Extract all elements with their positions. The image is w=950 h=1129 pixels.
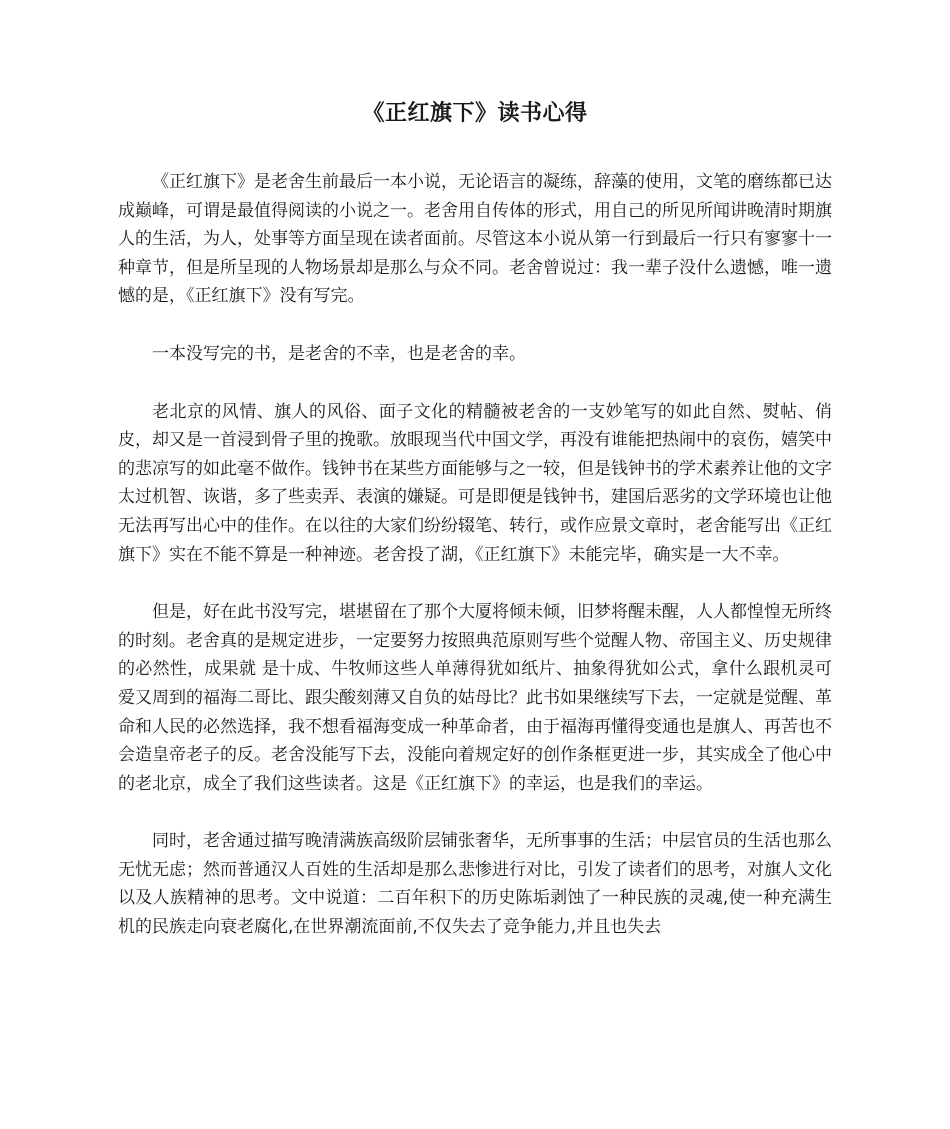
paragraph-1: 《正红旗下》是老舍生前最后一本小说，无论语言的凝练，辞藻的使用，文笔的磨练都已达成巅峰，可谓是最值得阅读的小说之一。老舍用自传体的形式，用自己的所见所闻讲晚清时期旗人的生活，为人，处事等方面呈现在读者面前。尽管这本小说从第一行到最后一行只有寥寥十一种章节，但是所呈现的人物场景却是那么与众不同。老舍曾说过：我一辈子没什么遗憾，唯一遗憾的是，《正红旗下》没有写完。	[118, 172, 832, 307]
paragraph-3: 老北京的风情、旗人的风俗、面子文化的精髓被老舍的一支妙笔写的如此自然、熨帖、俏皮，却又是一首浸到骨子里的挽歌。放眼现当代中国文学，再没有谁能把热闹中的哀伤，嬉笑中的悲凉写的如此毫不做作。钱钟书在某些方面能够与之一较，但是钱钟书的学术素养让他的文字太过机智、诙谐，多了些卖弄、表演的嫌疑。可是即便是钱钟书，建国后恶劣的文学环境也让他无法再写出心中的佳作。在以往的大家们纷纷辍笔、转行，或作应景文章时，老舍能写出《正红旗下》实在不能不算是一种神迹。老舍投了湖，《正红旗下》未能完毕，确实是一大不幸。	[118, 401, 832, 565]
paragraph-5: 同时，老舍通过描写晚清满族高级阶层铺张奢华，无所事事的生活；中层官员的生活也那么无忧无虑；然而普通汉人百姓的生活却是那么悲惨进行对比，引发了读者们的思考，对旗人文化以及人族精神的思考。文中说道：二百年积下的历史陈垢剥蚀了一种民族的灵魂,使一种充满生机的民族走向衰老腐化,在世界潮流面前,不仅失去了竞争能力,并且也失去	[118, 831, 832, 938]
document-title: 《正红旗下》读书心得	[362, 101, 588, 126]
document-page	[118, 98, 832, 971]
paragraph-2: 一本没写完的书，是老舍的不幸，也是老舍的幸。	[152, 343, 526, 364]
paragraph-4: 但是，好在此书没写完，堪堪留在了那个大厦将倾未倾，旧梦将醒未醒，人人都惶惶无所终的时刻。老舍真的是规定进步，一定要努力按照典范原则写些个觉醒人物、帝国主义、历史规律的必然性，成果就 是十成、牛牧师这些人单薄得犹如纸片、抽象得犹如公式，拿什么跟机灵可爱又周到的福海二哥比、跟尖酸刻薄又自负的姑母比？此书如果继续写下去，一定就是觉醒、革命和人民的必然选择，我不想看福海变成一种革命者，由于福海再懂得变通也是旗人、再苦也不会造皇帝老子的反。老舍没能写下去，没能向着规定好的创作条框更进一步，其实成全了他心中的老北京，成全了我们这些读者。这是《正红旗下》的幸运，也是我们的幸运。	[118, 602, 832, 794]
